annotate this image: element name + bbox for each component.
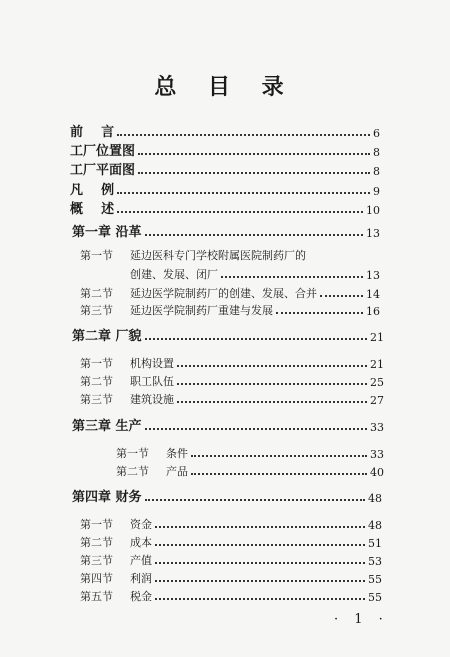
section-number: 第二节	[116, 465, 149, 478]
toc-section-1-1-cont[interactable]	[0, 264, 450, 282]
section-number: 第二节	[80, 375, 113, 388]
dot-leader	[221, 276, 363, 278]
section-title: 延边医学院制药厂的创建、发展、合并	[130, 287, 317, 300]
chapter-title: 财务	[115, 490, 142, 505]
section-label	[80, 516, 152, 532]
toc-chapter-3[interactable]	[0, 416, 450, 434]
dot-leader	[177, 401, 367, 403]
section-label	[80, 373, 174, 389]
section-number: 第一节	[116, 447, 149, 460]
dot-leader	[155, 598, 365, 600]
chapter-title: 厂貌	[115, 329, 142, 344]
toc-page: 8	[373, 165, 380, 178]
toc-section-4-4[interactable]	[0, 568, 450, 586]
toc-page: 13	[366, 227, 380, 240]
toc-page: 53	[368, 555, 382, 568]
section-label	[80, 534, 152, 550]
toc-page: 40	[370, 466, 384, 479]
toc-page: 55	[368, 573, 382, 586]
page-title: 总 目 录	[154, 75, 296, 100]
dot-leader	[177, 383, 367, 385]
toc-section-2-2[interactable]	[0, 371, 450, 389]
toc-label: 前 言	[70, 125, 115, 140]
toc-page: 27	[370, 394, 384, 407]
toc-chapter-1[interactable]	[0, 222, 450, 240]
section-number: 第一节	[80, 249, 113, 262]
section-label	[80, 588, 152, 604]
toc-entry-conventions[interactable]	[0, 180, 450, 198]
toc-label: 凡 例	[70, 183, 115, 198]
section-title: 产品	[166, 465, 188, 478]
dot-leader	[145, 234, 363, 236]
dot-leader	[117, 134, 370, 136]
dot-leader	[155, 580, 365, 582]
toc-page: 25	[370, 376, 384, 389]
toc-page: 51	[368, 537, 382, 550]
dot-leader	[145, 428, 367, 430]
dot-leader	[320, 295, 363, 297]
toc-section-4-1[interactable]	[0, 514, 450, 532]
section-number: 第五节	[80, 590, 113, 603]
toc-chapter-2[interactable]	[0, 326, 450, 344]
toc-page: 9	[373, 185, 380, 198]
section-title: 机构设置	[130, 357, 174, 370]
section-number: 第三节	[80, 393, 113, 406]
dot-leader	[177, 365, 367, 367]
section-label	[80, 570, 152, 586]
section-label	[80, 285, 317, 301]
toc-page: 48	[368, 492, 382, 505]
toc-page: 6	[373, 127, 380, 140]
section-number: 第二节	[80, 287, 113, 300]
toc-section-1-3[interactable]	[0, 300, 450, 318]
toc-section-1-2[interactable]	[0, 283, 450, 301]
dot-leader	[145, 499, 365, 501]
section-number: 第三节	[80, 304, 113, 317]
section-title: 税金	[130, 590, 152, 603]
toc-section-2-3[interactable]	[0, 389, 450, 407]
toc-section-2-1[interactable]	[0, 353, 450, 371]
chapter-title: 生产	[115, 419, 142, 434]
page-number: · 1 ·	[334, 612, 389, 627]
toc-page: 21	[370, 331, 384, 344]
section-label	[80, 355, 174, 371]
section-number: 第三节	[80, 554, 113, 567]
dot-leader	[155, 562, 365, 564]
dot-leader	[138, 153, 370, 155]
toc-section-3-2[interactable]	[0, 461, 450, 479]
chapter-label	[72, 415, 142, 434]
dot-leader	[138, 172, 370, 174]
toc-section-4-3[interactable]	[0, 550, 450, 568]
toc-page: 55	[368, 591, 382, 604]
section-label	[116, 463, 188, 479]
dot-leader	[155, 526, 365, 528]
toc-page: 21	[370, 358, 384, 371]
toc-page: 33	[370, 448, 384, 461]
toc-section-4-2[interactable]	[0, 532, 450, 550]
dot-leader	[191, 473, 367, 475]
section-number: 第四节	[80, 572, 113, 585]
section-title: 延边医学院制药厂重建与发展	[130, 304, 273, 317]
section-label	[80, 552, 152, 568]
toc-section-3-1[interactable]	[0, 443, 450, 461]
section-label	[80, 302, 273, 318]
toc-entry-overview[interactable]	[0, 199, 450, 217]
section-title-cont: 创建、发展、闭厂	[130, 268, 218, 281]
dot-leader	[276, 312, 363, 314]
chapter-number: 第二章	[72, 329, 112, 344]
section-title: 延边医科专门学校附属医院制药厂的	[130, 249, 306, 262]
section-title: 职工队伍	[130, 375, 174, 388]
toc-section-4-5[interactable]	[0, 586, 450, 604]
chapter-title: 沿革	[115, 225, 142, 240]
toc-entry-location-map[interactable]	[0, 141, 450, 159]
toc-page: 16	[366, 305, 380, 318]
section-label	[80, 391, 174, 407]
section-title: 条件	[166, 447, 188, 460]
toc-chapter-4[interactable]	[0, 487, 450, 505]
dot-leader	[155, 544, 365, 546]
section-number: 第二节	[80, 536, 113, 549]
section-title: 利润	[130, 572, 152, 585]
section-number: 第一节	[80, 518, 113, 531]
toc-entry-preface[interactable]	[0, 122, 450, 140]
toc-label: 工厂位置图	[70, 144, 136, 159]
chapter-number: 第四章	[72, 490, 112, 505]
chapter-label	[72, 486, 142, 505]
toc-entry-floor-plan[interactable]	[0, 160, 450, 178]
toc-page: 33	[370, 421, 384, 434]
toc-label: 工厂平面图	[70, 163, 136, 178]
section-title: 资金	[130, 518, 152, 531]
toc-page: 8	[373, 146, 380, 159]
section-title: 产值	[130, 554, 152, 567]
toc-section-1-1[interactable]	[80, 247, 306, 263]
dot-leader	[117, 211, 363, 213]
toc-page: 10	[366, 204, 380, 217]
chapter-label	[72, 325, 142, 344]
toc-page: 48	[368, 519, 382, 532]
section-title: 建筑设施	[130, 393, 174, 406]
dot-leader	[145, 338, 367, 340]
section-label	[116, 445, 188, 461]
section-title: 成本	[130, 536, 152, 549]
chapter-number: 第三章	[72, 419, 112, 434]
dot-leader	[117, 192, 370, 194]
toc-page: 13	[366, 269, 380, 282]
toc-label: 概 述	[70, 202, 115, 217]
section-number: 第一节	[80, 357, 113, 370]
chapter-number: 第一章	[72, 225, 112, 240]
chapter-label	[72, 221, 142, 240]
dot-leader	[191, 455, 367, 457]
toc-page: 14	[366, 288, 380, 301]
